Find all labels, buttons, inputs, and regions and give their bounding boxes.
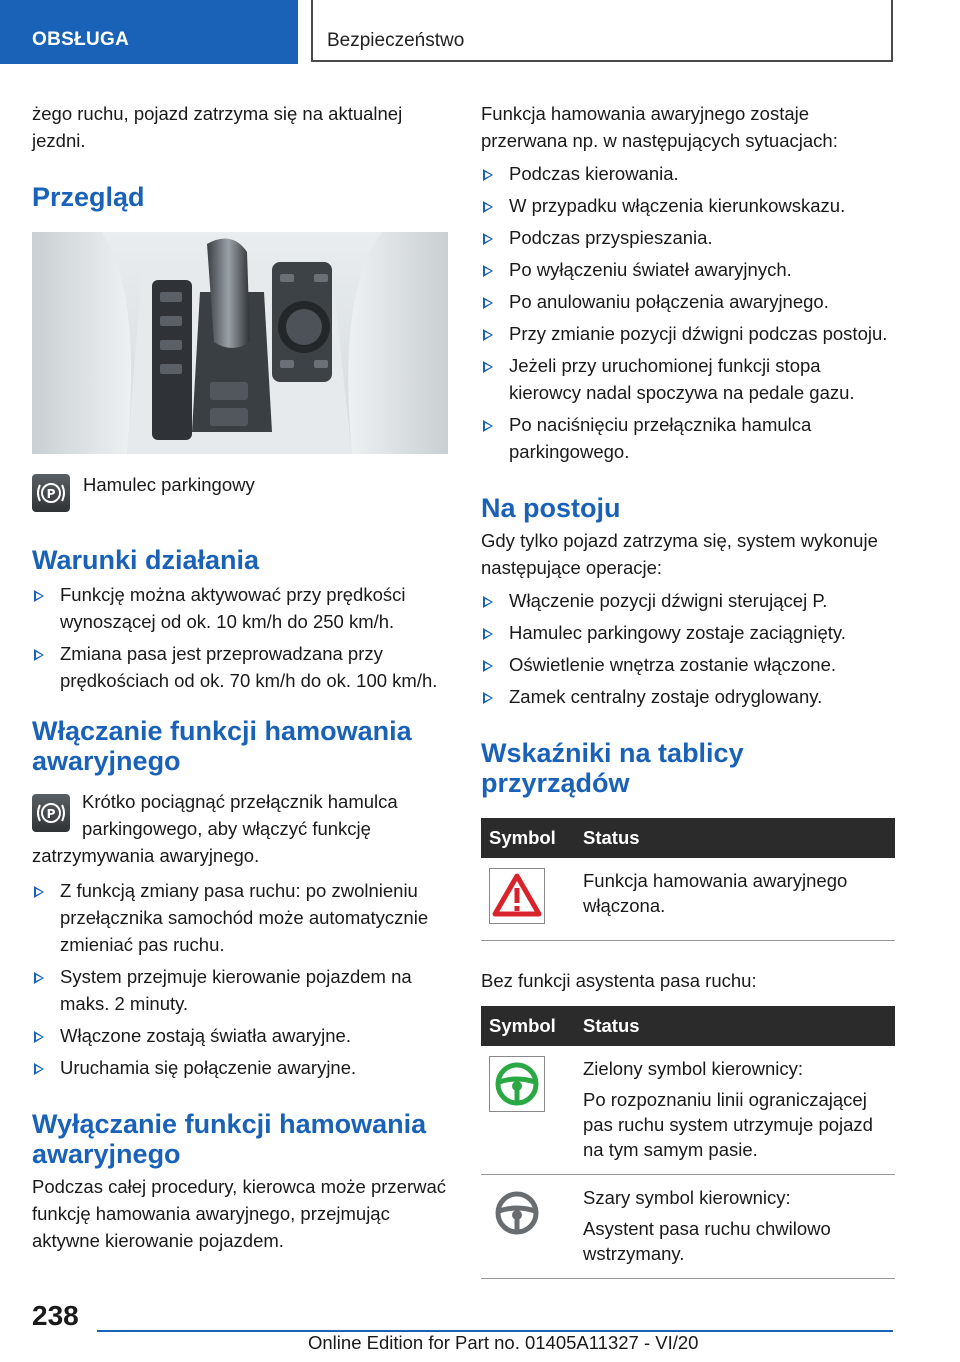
interrupt-text: Funkcja hamowania awaryjnego zostaje przerwana np. w następujących sytuacjach: <box>481 103 838 151</box>
column-header-status: Status <box>575 1006 895 1046</box>
table-row <box>481 858 895 941</box>
list-item: Uruchamia się połączenie awaryjne. <box>32 1054 448 1081</box>
list-item: Podczas kierowania. <box>481 160 896 187</box>
parking-brake-icon <box>32 474 70 512</box>
conditions-heading: Warunki działania <box>32 545 260 575</box>
disable-heading: Wyłączanie funkcji hamowania awaryjnego <box>32 1109 427 1169</box>
interrupt-list <box>481 160 896 465</box>
list-item: Jeżeli przy uruchomionej funkcji stopa kierowcy nadal spoczywa na pedale gazu. <box>481 352 896 406</box>
intro-text: żego ruchu, pojazd zatrzyma się na aktualnej jezdni. <box>32 103 403 151</box>
list-item: Po wyłączeniu świateł awaryjnych. <box>481 256 896 283</box>
list-item: Z funkcją zmiany pasa ruchu: po zwolnieniu przełącznika samochód może automatycznie zmieniać pas ruchu. <box>32 877 448 958</box>
enable-heading: Włączanie funkcji hamowania awaryjnego <box>32 716 412 776</box>
list-item: Funkcję można aktywować przy prędkości wynoszącej od ok. 10 km/h do 250 km/h. <box>32 581 448 635</box>
section-title: OBSŁUGA <box>32 29 130 50</box>
list-item: W przypadku włączenia kierunkowskazu. <box>481 192 896 219</box>
edition-text: Online Edition for Part no. 01405A11327 - VI/20 <box>308 1332 699 1353</box>
bullet-triangle-icon <box>34 590 44 602</box>
list-item: Oświetlenie wnętrza zostanie włączone. <box>481 651 896 678</box>
bullet-triangle-icon <box>483 233 493 245</box>
column-header-status: Status <box>575 818 895 858</box>
svg-text:P: P <box>46 807 56 821</box>
parking-brake-row <box>32 474 448 514</box>
column-header-symbol: Symbol <box>481 1006 575 1046</box>
bullet-triangle-icon <box>483 420 493 432</box>
warning-triangle-icon <box>489 868 545 924</box>
parking-brake-label: Hamulec parkingowy <box>83 474 255 495</box>
conditions-list <box>32 581 448 694</box>
table-row <box>481 1175 895 1279</box>
table-row <box>481 1046 895 1175</box>
bullet-triangle-icon <box>34 972 44 984</box>
no-lane-assist-text: Bez funkcji asystenta pasa ruchu: <box>481 970 757 991</box>
bullet-triangle-icon <box>34 886 44 898</box>
bullet-triangle-icon <box>483 201 493 213</box>
center-console-illustration <box>32 232 448 454</box>
bullet-triangle-icon <box>483 169 493 181</box>
list-item: Zmiana pasa jest przeprowadzana przy prędkościach od ok. 70 km/h do ok. 100 km/h. <box>32 640 448 694</box>
grey-steering-wheel-icon <box>489 1185 545 1241</box>
bullet-triangle-icon <box>483 361 493 373</box>
bullet-triangle-icon <box>34 1063 44 1075</box>
list-item: Hamulec parkingowy zostaje zaciągnięty. <box>481 619 896 646</box>
enable-text: Krótko pociągnąć przełącznik hamulca parkingowego, aby włączyć funkcję zatrzymywania awaryjnego. <box>32 791 398 866</box>
indicator-table-2 <box>481 1006 895 1279</box>
enable-list <box>32 877 448 1081</box>
list-item: Przy zmianie pozycji dźwigni podczas postoju. <box>481 320 896 347</box>
parking-brake-icon <box>32 794 70 832</box>
bullet-triangle-icon <box>483 265 493 277</box>
enable-paragraph <box>32 788 448 869</box>
list-item: Zamek centralny zostaje odryglowany. <box>481 683 896 710</box>
bullet-triangle-icon <box>483 596 493 608</box>
bullet-triangle-icon <box>483 660 493 672</box>
status-title: Zielony symbol kierownicy: <box>583 1058 804 1079</box>
standstill-list <box>481 587 896 710</box>
page-number: 238 <box>32 1300 79 1331</box>
chapter-title: Bezpieczeństwo <box>327 30 465 51</box>
list-item: Włączone zostają światła awaryjne. <box>32 1022 448 1049</box>
section-tab <box>0 0 298 64</box>
left-column <box>32 100 448 1254</box>
bullet-triangle-icon <box>483 329 493 341</box>
bullet-triangle-icon <box>483 628 493 640</box>
standstill-heading: Na postoju <box>481 493 621 523</box>
status-text: Asystent pasa ruchu chwilowo wstrzymany. <box>583 1218 831 1264</box>
svg-text:P: P <box>46 487 56 501</box>
list-item: Podczas przyspieszania. <box>481 224 896 251</box>
right-column <box>481 100 896 1279</box>
green-steering-wheel-icon <box>489 1056 545 1112</box>
list-item: Po anulowaniu połączenia awaryjnego. <box>481 288 896 315</box>
standstill-text: Gdy tylko pojazd zatrzyma się, system wykonuje następujące operacje: <box>481 530 878 578</box>
bullet-triangle-icon <box>34 1031 44 1043</box>
bullet-triangle-icon <box>483 297 493 309</box>
status-title: Szary symbol kierownicy: <box>583 1187 791 1208</box>
chapter-tab <box>311 0 893 62</box>
status-text: Funkcja hamowania awaryjnego włączona. <box>583 870 848 916</box>
indicators-heading: Wskaźniki na tablicy przyrządów <box>481 738 744 798</box>
list-item: Włączenie pozycji dźwigni sterującej P. <box>481 587 896 614</box>
status-text: Po rozpoznaniu linii ograniczającej pas ruchu system utrzymuje pojazd na tym samym pasie. <box>583 1089 873 1160</box>
overview-heading: Przegląd <box>32 182 145 212</box>
bullet-triangle-icon <box>34 649 44 661</box>
disable-text: Podczas całej procedury, kierowca może przerwać funkcję hamowania awaryjnego, przejmując aktywne kierowanie pojazdem. <box>32 1176 447 1251</box>
list-item: System przejmuje kierowanie pojazdem na maks. 2 minuty. <box>32 963 448 1017</box>
bullet-triangle-icon <box>483 692 493 704</box>
indicator-table-1 <box>481 818 895 941</box>
center-console-photo <box>32 232 448 454</box>
list-item: Po naciśnięciu przełącznika hamulca parkingowego. <box>481 411 896 465</box>
column-header-symbol: Symbol <box>481 818 575 858</box>
